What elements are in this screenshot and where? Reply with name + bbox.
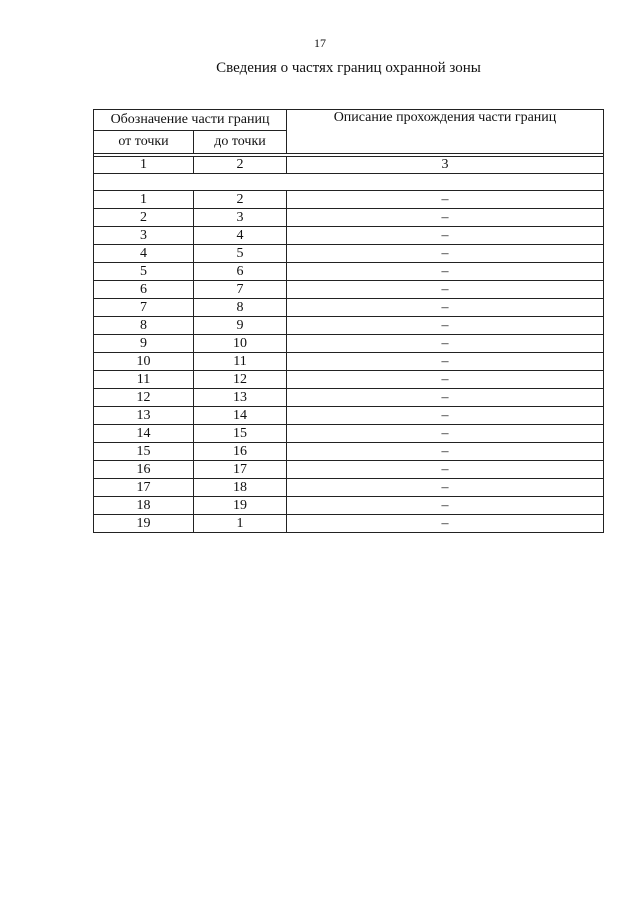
column-number-1: 1 bbox=[94, 157, 194, 174]
to-point-cell: 7 bbox=[194, 281, 287, 299]
description-cell: – bbox=[287, 497, 604, 515]
header-boundary-designation: Обозначение части границ bbox=[94, 110, 287, 131]
table-row bbox=[94, 443, 604, 461]
description-cell: – bbox=[287, 443, 604, 461]
table-row bbox=[94, 191, 604, 209]
from-point-cell: 14 bbox=[94, 425, 194, 443]
from-point-cell: 7 bbox=[94, 299, 194, 317]
description-cell: – bbox=[287, 191, 604, 209]
table-row bbox=[94, 245, 604, 263]
description-cell: – bbox=[287, 515, 604, 533]
from-point-cell: 8 bbox=[94, 317, 194, 335]
to-point-cell: 6 bbox=[194, 263, 287, 281]
description-cell: – bbox=[287, 245, 604, 263]
to-point-cell: 9 bbox=[194, 317, 287, 335]
page-title: Сведения о частях границ охранной зоны bbox=[216, 60, 481, 76]
to-point-cell: 4 bbox=[194, 227, 287, 245]
page-number: 17 bbox=[314, 36, 326, 50]
from-point-cell: 15 bbox=[94, 443, 194, 461]
from-point-cell: 4 bbox=[94, 245, 194, 263]
description-cell: – bbox=[287, 263, 604, 281]
to-point-cell: 3 bbox=[194, 209, 287, 227]
description-cell: – bbox=[287, 479, 604, 497]
description-cell: – bbox=[287, 335, 604, 353]
table-row bbox=[94, 425, 604, 443]
to-point-cell: 16 bbox=[194, 443, 287, 461]
section-blank-row bbox=[94, 174, 604, 191]
description-cell: – bbox=[287, 389, 604, 407]
table-row bbox=[94, 371, 604, 389]
from-point-cell: 2 bbox=[94, 209, 194, 227]
to-point-cell: 18 bbox=[194, 479, 287, 497]
from-point-cell: 3 bbox=[94, 227, 194, 245]
from-point-cell: 6 bbox=[94, 281, 194, 299]
description-cell: – bbox=[287, 317, 604, 335]
from-point-cell: 9 bbox=[94, 335, 194, 353]
description-cell: – bbox=[287, 227, 604, 245]
from-point-cell: 12 bbox=[94, 389, 194, 407]
to-point-cell: 2 bbox=[194, 191, 287, 209]
table-row bbox=[94, 317, 604, 335]
section-blank-cell bbox=[94, 174, 604, 191]
to-point-cell: 10 bbox=[194, 335, 287, 353]
to-point-cell: 12 bbox=[194, 371, 287, 389]
table-row bbox=[94, 515, 604, 533]
description-cell: – bbox=[287, 281, 604, 299]
column-number-row bbox=[94, 157, 604, 174]
table-row bbox=[94, 335, 604, 353]
table-row bbox=[94, 227, 604, 245]
table-row bbox=[94, 263, 604, 281]
from-point-cell: 5 bbox=[94, 263, 194, 281]
column-number-2: 2 bbox=[194, 157, 287, 174]
from-point-cell: 19 bbox=[94, 515, 194, 533]
table-row bbox=[94, 299, 604, 317]
table-row bbox=[94, 353, 604, 371]
description-cell: – bbox=[287, 353, 604, 371]
to-point-cell: 19 bbox=[194, 497, 287, 515]
to-point-cell: 13 bbox=[194, 389, 287, 407]
table-row bbox=[94, 209, 604, 227]
table-row bbox=[94, 479, 604, 497]
to-point-cell: 14 bbox=[194, 407, 287, 425]
to-point-cell: 11 bbox=[194, 353, 287, 371]
to-point-cell: 5 bbox=[194, 245, 287, 263]
from-point-cell: 1 bbox=[94, 191, 194, 209]
description-cell: – bbox=[287, 407, 604, 425]
to-point-cell: 17 bbox=[194, 461, 287, 479]
header-description: Описание прохождения части границ bbox=[287, 110, 604, 154]
description-cell: – bbox=[287, 371, 604, 389]
from-point-cell: 17 bbox=[94, 479, 194, 497]
to-point-cell: 15 bbox=[194, 425, 287, 443]
header-from-point: от точки bbox=[94, 131, 194, 154]
table-row bbox=[94, 497, 604, 515]
from-point-cell: 11 bbox=[94, 371, 194, 389]
header-to-point: до точки bbox=[194, 131, 287, 154]
table-row bbox=[94, 407, 604, 425]
from-point-cell: 13 bbox=[94, 407, 194, 425]
table-row bbox=[94, 389, 604, 407]
from-point-cell: 18 bbox=[94, 497, 194, 515]
description-cell: – bbox=[287, 461, 604, 479]
boundary-parts-table bbox=[93, 109, 604, 533]
column-number-3: 3 bbox=[287, 157, 604, 174]
description-cell: – bbox=[287, 425, 604, 443]
to-point-cell: 8 bbox=[194, 299, 287, 317]
description-cell: – bbox=[287, 209, 604, 227]
description-cell: – bbox=[287, 299, 604, 317]
from-point-cell: 16 bbox=[94, 461, 194, 479]
from-point-cell: 10 bbox=[94, 353, 194, 371]
table-row bbox=[94, 281, 604, 299]
table-row bbox=[94, 461, 604, 479]
to-point-cell: 1 bbox=[194, 515, 287, 533]
